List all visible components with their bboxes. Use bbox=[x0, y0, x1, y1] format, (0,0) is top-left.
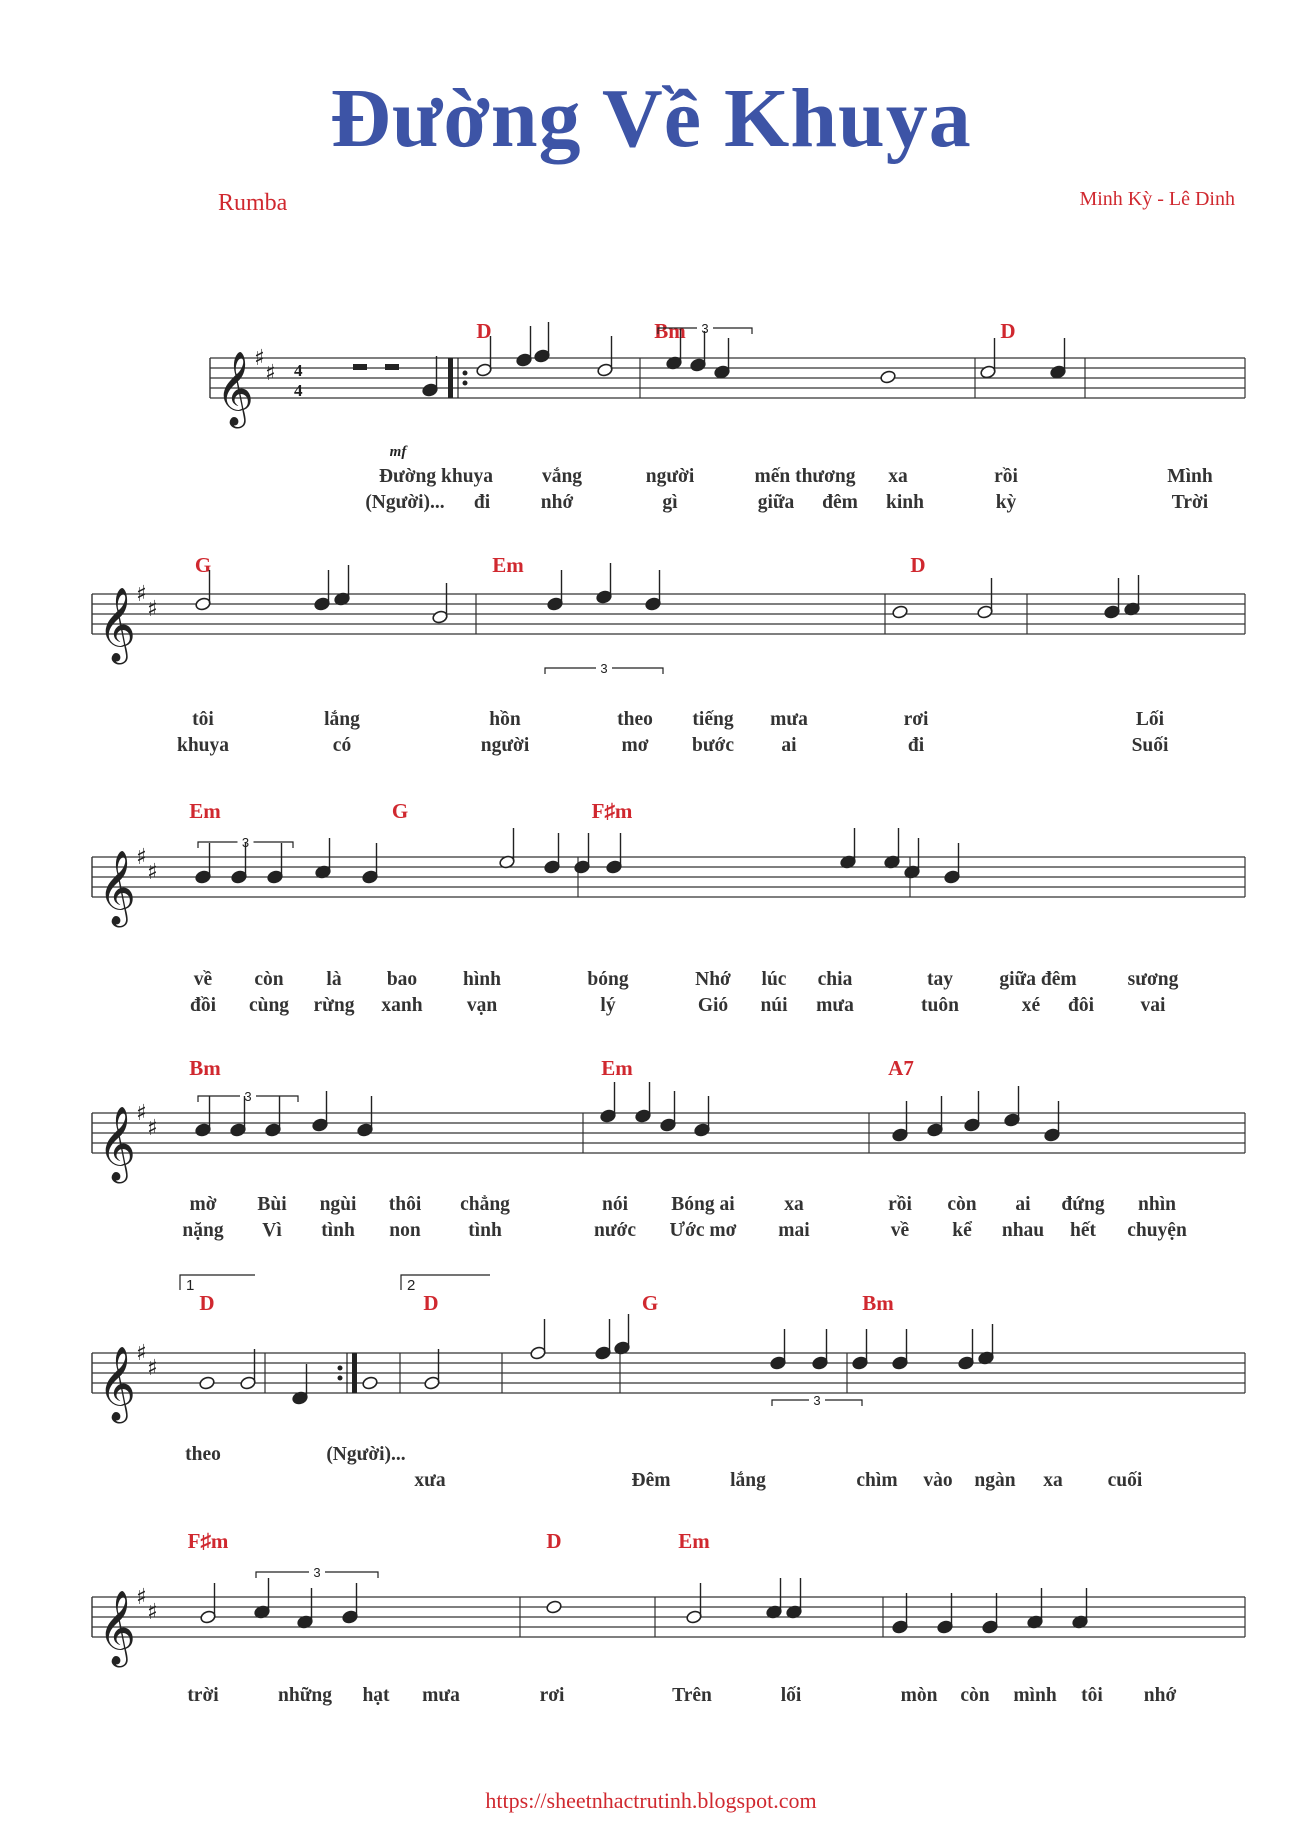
lyric-word: kinh bbox=[886, 492, 924, 513]
tuplet-number: 3 bbox=[600, 661, 608, 676]
lyric-word: Lối bbox=[1135, 709, 1165, 730]
tuplet-number: 3 bbox=[813, 1393, 821, 1408]
lyric-word: mưa bbox=[770, 709, 808, 730]
time-signature-top: 4 bbox=[294, 361, 303, 380]
lyric-word: ai bbox=[1015, 1194, 1031, 1215]
lyric-word: giữa đêm bbox=[999, 969, 1077, 990]
lyric-word: (Người)... bbox=[365, 492, 445, 513]
chord-symbol: Bm bbox=[189, 1056, 221, 1080]
chord-symbol: Em bbox=[601, 1056, 633, 1080]
lyric-word: thôi bbox=[388, 1194, 422, 1215]
lyric-word: nhau bbox=[1001, 1220, 1045, 1241]
lyric-word: vạn bbox=[466, 995, 498, 1016]
footer-url[interactable]: https://sheetnhactrutinh.blogspot.com bbox=[485, 1788, 817, 1813]
lyric-word: người bbox=[480, 735, 530, 756]
sharp-icon: ♯ bbox=[147, 1356, 158, 1381]
lyric-word: rồi bbox=[888, 1194, 912, 1215]
chord-symbol: G bbox=[194, 553, 212, 577]
chord-symbol: D bbox=[423, 1291, 439, 1315]
lyric-word: núi bbox=[760, 995, 788, 1016]
treble-clef-icon: 𝄞 bbox=[98, 851, 136, 925]
lyric-word: mai bbox=[778, 1220, 810, 1241]
lyric-word: xa bbox=[1043, 1470, 1063, 1491]
svg-text:1: 1 bbox=[186, 1277, 195, 1294]
lyric-word: xưa bbox=[414, 1470, 446, 1491]
lyric-word: cùng bbox=[248, 995, 290, 1016]
lyric-word: cuối bbox=[1107, 1470, 1143, 1491]
lyric-word: chuyện bbox=[1127, 1220, 1187, 1241]
sharp-icon: ♯ bbox=[254, 346, 265, 371]
note-head bbox=[362, 1376, 379, 1391]
lyric-word: còn bbox=[960, 1685, 990, 1706]
lyric-word: là bbox=[326, 969, 342, 990]
lyric-word: nói bbox=[601, 1194, 629, 1215]
lyric-word: xa bbox=[888, 466, 908, 487]
lyric-word: mờ bbox=[189, 1194, 217, 1215]
staff-system-2 bbox=[92, 553, 1245, 756]
lyric-word: tình bbox=[321, 1220, 355, 1241]
lyric-word: về bbox=[193, 969, 213, 990]
lyric-word: rồi bbox=[994, 466, 1018, 487]
lyric-word: chìm bbox=[856, 1470, 898, 1491]
lyric-word: nặng bbox=[182, 1220, 224, 1241]
treble-clef-icon: 𝄞 bbox=[98, 1347, 136, 1421]
repeat-start bbox=[448, 358, 453, 398]
sharp-icon: ♯ bbox=[136, 582, 147, 607]
lyric-word: mưa bbox=[816, 995, 854, 1016]
staff-system-3 bbox=[92, 799, 1245, 1016]
chord-symbol: D bbox=[199, 1291, 215, 1315]
lyric-word: non bbox=[389, 1220, 421, 1241]
chord-symbol: F♯m bbox=[187, 1529, 229, 1553]
lyric-word: người bbox=[645, 466, 695, 487]
chord-symbol: D bbox=[546, 1529, 562, 1553]
lyric-word: về bbox=[890, 1220, 910, 1241]
lyric-word: tuôn bbox=[921, 995, 959, 1016]
lyric-word: hết bbox=[1070, 1220, 1096, 1241]
lyric-word: lúc bbox=[761, 969, 787, 990]
chord-symbol: Em bbox=[189, 799, 221, 823]
lyric-word: vào bbox=[923, 1470, 953, 1491]
lyric-word: có bbox=[332, 735, 352, 756]
chord-symbol: G bbox=[391, 799, 409, 823]
lyric-word: mưa bbox=[422, 1685, 460, 1706]
lyric-word: mơ bbox=[621, 735, 649, 756]
chord-symbol: D bbox=[910, 553, 926, 577]
lyric-word: còn bbox=[947, 1194, 977, 1215]
chord-symbol: Bm bbox=[654, 319, 686, 343]
lyric-word: Nhớ bbox=[695, 969, 731, 990]
sharp-icon: ♯ bbox=[147, 1600, 158, 1625]
lyric-word: còn bbox=[254, 969, 284, 990]
lyric-word: đi bbox=[907, 735, 925, 756]
lyric-word: xé bbox=[1021, 995, 1041, 1016]
chord-symbol: Bm bbox=[862, 1291, 894, 1315]
lyric-word: đứng bbox=[1061, 1194, 1105, 1215]
lyric-word: Bùi bbox=[257, 1194, 287, 1215]
tuplet-number: 3 bbox=[241, 835, 250, 850]
lyric-word: hạt bbox=[362, 1685, 390, 1706]
lyric-word: rừng bbox=[313, 995, 355, 1016]
lyric-word: vai bbox=[1140, 995, 1166, 1016]
lyric-word: vắng bbox=[541, 466, 583, 487]
lyric-word: nước bbox=[594, 1220, 636, 1241]
chord-symbol: G bbox=[641, 1291, 659, 1315]
chord-symbol: F♯m bbox=[591, 799, 633, 823]
sharp-icon: ♯ bbox=[136, 1101, 147, 1126]
note-head bbox=[199, 1376, 216, 1391]
tuplet-number: 3 bbox=[701, 321, 709, 336]
sharp-icon: ♯ bbox=[147, 1116, 158, 1141]
lyric-word: ngùi bbox=[319, 1194, 357, 1215]
lyric-word: mòn bbox=[900, 1685, 938, 1706]
treble-clef-icon: 𝄞 bbox=[216, 352, 254, 426]
treble-clef-icon: 𝄞 bbox=[98, 588, 136, 662]
lyric-word: nhớ bbox=[540, 492, 574, 513]
lyric-word: theo bbox=[617, 709, 653, 730]
lyric-word: Suối bbox=[1131, 735, 1169, 756]
lyric-word: sương bbox=[1127, 969, 1179, 990]
treble-clef-icon: 𝄞 bbox=[98, 1591, 136, 1665]
treble-clef-icon: 𝄞 bbox=[98, 1107, 136, 1181]
staff-system-5 bbox=[92, 1275, 1245, 1491]
svg-text:2: 2 bbox=[407, 1277, 416, 1294]
note-head bbox=[892, 605, 909, 620]
lyric-word: ai bbox=[781, 735, 797, 756]
lyric-word: rơi bbox=[539, 1685, 565, 1706]
lyric-word: xa bbox=[784, 1194, 804, 1215]
lyric-word: gì bbox=[662, 492, 678, 513]
lyric-word: đồi bbox=[189, 995, 217, 1016]
sharp-icon: ♯ bbox=[136, 845, 147, 870]
lyric-word: lắng bbox=[730, 1470, 766, 1491]
chord-symbol: Em bbox=[492, 553, 524, 577]
staff-system-6 bbox=[92, 1529, 1245, 1706]
lyric-word: khuya bbox=[176, 735, 230, 756]
lyric-word: tình bbox=[468, 1220, 502, 1241]
lyric-word: mình bbox=[1013, 1685, 1057, 1706]
sharp-icon: ♯ bbox=[147, 860, 158, 885]
lyric-word: Ước mơ bbox=[669, 1220, 737, 1241]
composer-label: Minh Kỳ - Lê Dinh bbox=[1079, 188, 1235, 210]
lyric-word: ngàn bbox=[974, 1470, 1016, 1491]
staff-system-4 bbox=[92, 1056, 1245, 1241]
lyric-word: bao bbox=[386, 969, 418, 990]
lyric-word: kỳ bbox=[995, 492, 1017, 513]
sharp-icon: ♯ bbox=[136, 1341, 147, 1366]
note-head bbox=[546, 1600, 563, 1615]
lyric-word: Gió bbox=[697, 995, 729, 1016]
chord-symbol: D bbox=[1000, 319, 1016, 343]
lyric-word: Mình bbox=[1167, 466, 1213, 487]
lyric-word: theo bbox=[185, 1444, 221, 1465]
staff-system-1 bbox=[210, 319, 1245, 513]
sharp-icon: ♯ bbox=[147, 597, 158, 622]
chord-symbol: Em bbox=[678, 1529, 710, 1553]
style-label: Rumba bbox=[218, 190, 288, 216]
sharp-icon: ♯ bbox=[136, 1585, 147, 1610]
time-signature-bottom: 4 bbox=[294, 381, 303, 400]
lyric-word: hồn bbox=[489, 709, 521, 730]
song-title: Đường Về Khuya bbox=[330, 72, 972, 165]
lyric-word: Đường khuya bbox=[378, 466, 494, 487]
lyric-word: những bbox=[278, 1685, 332, 1706]
lyric-word: bước bbox=[692, 735, 734, 756]
lyric-word: mến thương bbox=[754, 466, 856, 487]
lyric-word: rơi bbox=[903, 709, 929, 730]
lyric-word: đi bbox=[473, 492, 491, 513]
lyric-word: nhìn bbox=[1138, 1194, 1176, 1215]
lyric-word: giữa bbox=[757, 492, 795, 513]
lyric-word: đêm bbox=[822, 492, 858, 513]
rest-icon bbox=[385, 364, 399, 370]
lyric-word: Vì bbox=[262, 1220, 282, 1241]
lyric-word: Trời bbox=[1171, 492, 1209, 513]
note-head bbox=[880, 370, 897, 385]
lyric-word: Bóng ai bbox=[671, 1194, 735, 1215]
lyric-word: bóng bbox=[587, 969, 629, 990]
lyric-word: nhớ bbox=[1143, 1685, 1177, 1706]
lyric-word: đôi bbox=[1067, 995, 1095, 1016]
lyric-word: tôi bbox=[1081, 1685, 1103, 1706]
lyric-word: xanh bbox=[381, 995, 423, 1016]
lyric-word: lắng bbox=[324, 709, 360, 730]
lyric-word: tôi bbox=[192, 709, 214, 730]
chord-symbol: A7 bbox=[888, 1056, 914, 1080]
lyric-word: chẳng bbox=[460, 1194, 510, 1215]
chord-symbol: D bbox=[476, 319, 492, 343]
lyric-word: trời bbox=[187, 1685, 219, 1706]
lyric-word: hình bbox=[463, 969, 501, 990]
lyric-word: (Người)... bbox=[326, 1444, 406, 1465]
lyric-word: lý bbox=[600, 995, 616, 1016]
sharp-icon: ♯ bbox=[265, 361, 276, 386]
tuplet-number: 3 bbox=[244, 1089, 252, 1104]
dynamic-marking: mf bbox=[389, 444, 407, 460]
lyric-word: tiếng bbox=[692, 709, 734, 730]
repeat-end bbox=[352, 1353, 357, 1393]
lyric-word: kể bbox=[952, 1220, 972, 1241]
lyric-word: Đêm bbox=[631, 1470, 671, 1491]
tuplet-number: 3 bbox=[313, 1565, 321, 1580]
lyric-word: tay bbox=[927, 969, 953, 990]
lyric-word: Trên bbox=[672, 1685, 712, 1706]
lyric-word: chia bbox=[817, 969, 853, 990]
lyric-word: lối bbox=[780, 1685, 802, 1706]
rest-icon bbox=[353, 364, 367, 370]
